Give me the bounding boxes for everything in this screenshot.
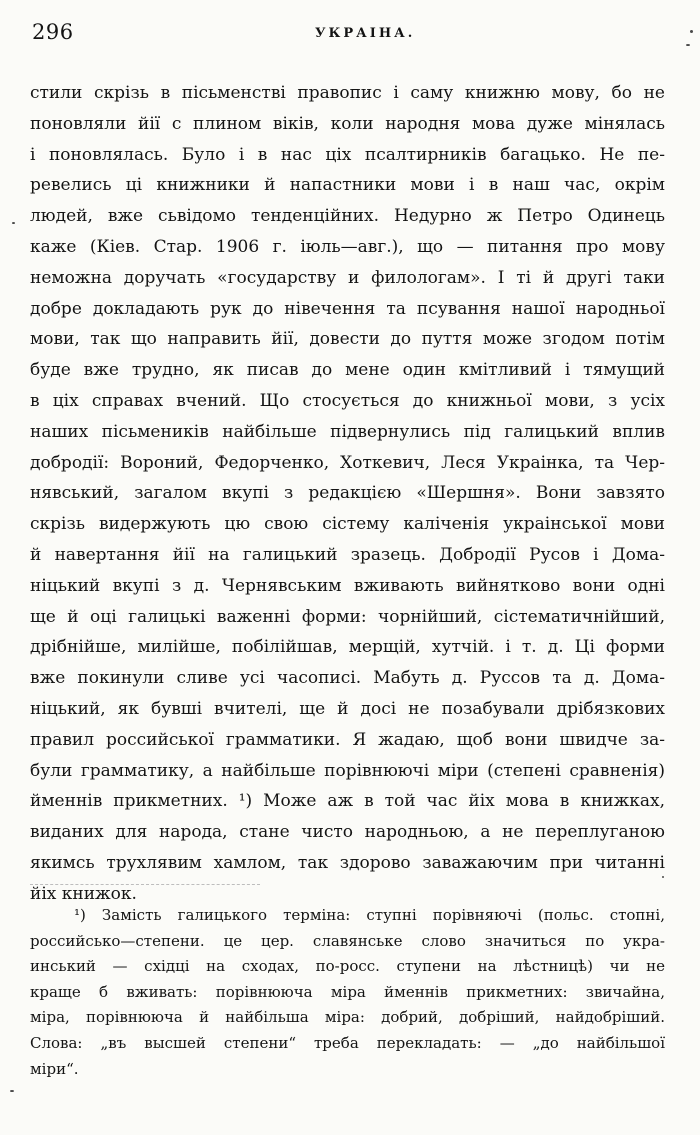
footnote-line: ¹) Замість галицького терміна: ступні порівняючі (польс. стопні,	[74, 906, 665, 924]
footnote	[30, 903, 665, 1082]
body-line: мови, так що направить йії, довести до пуття може згодом потім	[30, 329, 665, 350]
body-line: добродії: Вороний, Федорченко, Хоткевич, Леся Украінка, та Чер-	[30, 452, 665, 473]
body-line: дрібнійше, милійше, побілійшав, мерщій, хутчій. і т. д. Ці форми	[30, 637, 665, 658]
footnote-line: инський — східці на сходах, по-росс. ступени на лѣстницѣ) чи не	[30, 957, 665, 976]
body-line: каже (Кіев. Стар. 1906 г. іюль—авг.), що — питання про мову	[30, 236, 665, 257]
footnote-line: міри“.	[30, 1059, 79, 1078]
page-header	[30, 20, 670, 50]
body-line: ревелись ці книжники й напастники мови і в наш час, окрім	[30, 175, 665, 196]
footnote-separator	[30, 884, 260, 885]
body-line: правил российської грамматики. Я жадаю, щоб вони швидче за-	[30, 729, 665, 750]
body-line: вже покинули сливе усі часописі. Мабуть д. Руссов та д. Дома-	[30, 668, 665, 689]
footnote-line: міра, порівнююча й найбільша міра: добрий, добріший, найдобріший.	[30, 1008, 665, 1027]
body-line: поновляли йії с плином віків, коли народня мова дуже мінялась	[30, 113, 665, 134]
body-line: в ціх справах вчений. Що стосується до книжньої мови, з усіх	[30, 390, 665, 411]
body-line: йіх книжок.	[30, 883, 137, 904]
body-line: були грамматику, а найбільше порівнюючі міри (степені сравненія)	[30, 760, 665, 781]
body-line: людей, вже сьвідомо тенденційних. Недурно ж Петро Одинець	[30, 206, 665, 227]
body-line: ніцький вкупі з д. Чернявським вживають вийнятково вони одні	[30, 575, 665, 596]
body-line: і поновлялась. Було і в нас ціх псалтирників багацько. Не пе-	[30, 144, 665, 165]
body-line: виданих для народа, стане чисто народньою, а не переплуганою	[30, 822, 665, 843]
footnote-line: российсько—степени. це цер. славянське слово значиться по укра-	[30, 931, 665, 950]
body-line: буде вже трудно, як писав до мене один кмітливий і тямущий	[30, 360, 665, 381]
footnote-line: Слова: „въ высшей степени“ треба перекладать: — „до найбільшої	[30, 1033, 665, 1052]
body-text	[30, 78, 665, 910]
body-line: й навертання йії на галицький зразець. Добродії Русов і Дома-	[30, 544, 665, 565]
body-line: якимсь трухлявим хамлом, так здорово заважаючим при читанні	[30, 852, 665, 873]
body-line: стили скрізь в пісьменстві правопис і саму книжню мову, бо не	[30, 83, 665, 103]
body-line: неможна доручать «государству и филологам». І ті й другі таки	[30, 267, 665, 288]
body-line: наших пісьмеників найбільше підвернулись під галицький вплив	[30, 421, 665, 442]
body-line: нявський, загалом вкупі з редакцією «Шершня». Вони завзято	[30, 483, 665, 504]
body-line: добре докладають рук до нівечення та псування нашої народньої	[30, 298, 665, 319]
body-line: скрізь видержують цю свою сістему каліченія украінської мови	[30, 514, 665, 535]
body-line: ніцький, як бувші вчителі, ще й досі не позабували дрібязкових	[30, 698, 665, 719]
running-head: УКРАІНА.	[315, 26, 416, 41]
footnote-line: краще б вживать: порівнююча міра йменнів прикметних: звичайна,	[30, 982, 665, 1001]
body-line: ще й оці галицькі важенні форми: чорнійший, сістематичнійший,	[30, 606, 665, 627]
page-number: 296	[32, 20, 74, 44]
body-line: йменнів прикметних. ¹) Може аж в той час йіх мова в книжках,	[30, 791, 665, 812]
